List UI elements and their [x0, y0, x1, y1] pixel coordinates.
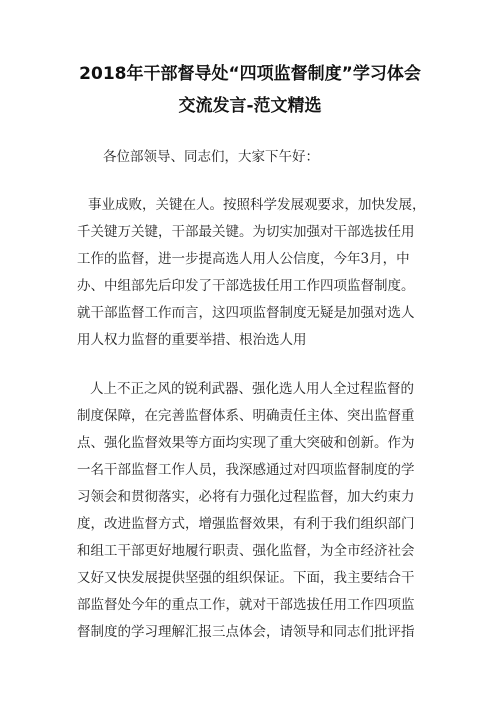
paragraph2-line: 部监督处今年的重点工作，就对干部选拔任用工作四项监	[77, 597, 415, 613]
document-title-line-1: 2018年干部督导处“四项监督制度”学习体会	[79, 64, 421, 84]
paragraph2-line: 点、强化监督效果等方面均实现了重大突破和创新。作为	[77, 435, 415, 451]
paragraph1-line: 办、中组部先后印发了干部选拔任用工作四项监督制度。	[77, 278, 415, 294]
paragraph2-line: 一名干部监督工作人员，我深感通过对四项监督制度的学	[77, 462, 415, 478]
document-title-line-2: 交流发言-范文精选	[178, 96, 322, 116]
salutation: 各位部领导、同志们，大家下午好：	[103, 149, 319, 165]
paragraph1-line: 就干部监督工作而言，这四项监督制度无疑是加强对选人	[77, 305, 415, 321]
paragraph1-line: 用人权力监督的重要举措、根治选人用	[77, 332, 307, 348]
paragraph2-line: 人上不正之风的锐利武器、强化选人用人全过程监督的	[90, 381, 414, 397]
paragraph2-line: 习领会和贯彻落实，必将有力强化过程监督，加大约束力	[77, 489, 415, 505]
paragraph1-line: 事业成败，关键在人。按照科学发展观要求，加快发展，	[88, 197, 426, 213]
paragraph1-line: 千关键万关键，干部最关键。为切实加强对干部选拔任用	[77, 224, 415, 240]
paragraph2-line: 又好又快发展提供坚强的组织保证。下面，我主要结合干	[77, 570, 415, 586]
paragraph2-line: 度，改进监督方式，增强监督效果，有利于我们组织部门	[77, 516, 415, 532]
paragraph2-line: 制度保障，在完善监督体系、明确责任主体、突出监督重	[77, 408, 415, 424]
paragraph2-line: 和组工干部更好地履行职责、强化监督，为全市经济社会	[77, 543, 415, 559]
paragraph1-line: 工作的监督，进一步提高选人用人公信度，今年3月，中	[77, 251, 410, 267]
paragraph2-line: 督制度的学习理解汇报三点体会，请领导和同志们批评指	[77, 624, 415, 640]
